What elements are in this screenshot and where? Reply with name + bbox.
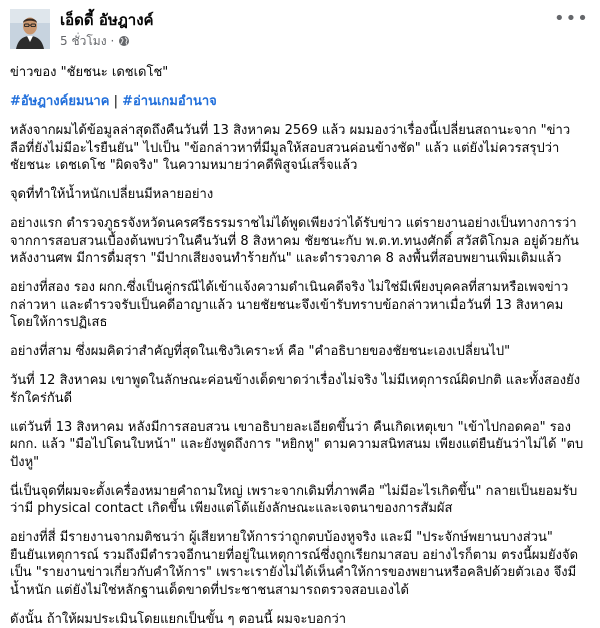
post-paragraph: วันที่ 12 สิงหาคม เขาพูดในลักษณะค่อนข้างเด็ดขาดว่าเรื่องไม่จริง ไม่มีเหตุการณ์ผิดปกติ และทั้งสองยังรักใคร่กันดี [10,372,584,407]
globe-icon[interactable] [118,35,130,47]
hashtag-separator: | [114,94,118,109]
author-name[interactable]: เอ็ดดี้ อัษฎางค์ [60,11,154,30]
post-time-row [60,34,154,48]
separator-dot: · [111,34,115,48]
post-paragraph: อย่างที่สอง รอง ผกก.ซึ่งเป็นคู่กรณีได้เข้าแจ้งความดำเนินคดีจริง ไม่ใช่มีเพียงบุคคลที่สามหรือเพจข่าวกล่าวหา และตำรวจรับเป็นคดีอาญาแล้ว นายชัยชนะจึงเข้ารับทราบข้อกล่าวหาเมื่อวันที่ 13 สิงหาคม โดยให้การปฏิเสธ [10,279,584,332]
post-timestamp[interactable]: 5 ชั่วโมง [60,34,107,48]
post-paragraph: จุดที่ทำให้น้ำหนักเปลี่ยนมีหลายอย่าง [10,186,584,204]
post-header [8,0,592,64]
hashtag-link[interactable]: #อัษฎางค์ยมนาค [10,94,109,109]
author-avatar[interactable] [10,9,50,49]
post-meta [60,11,154,48]
more-options-icon[interactable]: ••• [554,14,576,30]
post-paragraph: อย่างแรก ตำรวจภูธรจังหวัดนครศรีธรรมราชไม่ได้พูดเพียงว่าได้รับข่าว แต่รายงานอย่างเป็นทางการว่า จากการสอบสวนเบื้องต้นพบว่าในคืนวันที่ 8 สิงหาคม ชัยชนะกับ พ.ต.ท.ทนงศักดิ์ สวัสดิโกมล อยู่ด้วยกันหลังงานศพ มีการดื่มสุรา "มีปากเสียงจนทำร้ายกัน" และตำรวจภาค 8 ลงพื้นที่สอบพยานเพิ่มเติมแล้ว [10,215,584,268]
post-paragraph: อย่างที่สาม ซึ่งผมคิดว่าสำคัญที่สุดในเชิงวิเคราะห์ คือ "คำอธิบายของชัยชนะเองเปลี่ยนไป" [10,343,584,361]
hashtag-row [10,93,584,111]
post-paragraph: หลังจากผมได้ข้อมูลล่าสุดถึงคืนวันที่ 13 สิงหาคม 2569 แล้ว ผมมองว่าเรื่องนี้เปลี่ยนสถานะจาก "ข่าวลือที่ยังไม่มีอะไรยืนยัน" ไปเป็น "ข้อกล่าวหาที่มีมูลให้สอบสวนค่อนข้างชัด" แล้ว แต่ยังไม่ควรสรุปว่า ชัยชนะ เดชเดโช "ผิดจริง" ในความหมายว่าคดีพิสูจน์เสร็จแล้ว [10,122,584,175]
hashtag-link[interactable]: #อ่านเกมอำนาจ [122,94,217,109]
avatar-image [10,9,50,49]
post-paragraph: อย่างที่สี่ มีรายงานจากมติชนว่า ผู้เสียหายให้การว่าถูกตบบ้องหูจริง และมี "ประจักษ์พยานบางส่วน" ยืนยันเหตุการณ์ รวมถึงมีตำรวจอีกนายที่อยู่ในเหตุการณ์ซึ่งถูกเรียกมาสอบ อย่างไรก็ตาม ตรงนี้ผมยังจัดเป็น "รายงานข่าวเกี่ยวกับคำให้การ" เพราะเรายังไม่ได้เห็นคำให้การของพยานหรือคลิปด้วยตัวเอง จึงมีน้ำหนัก แต่ยังไม่ใช่หลักฐานเด็ดขาดที่ประชาชนสามารถตรวจสอบเองได้ [10,529,584,599]
post-paragraph: นี่เป็นจุดที่ผมจะตั้งเครื่องหมายคำถามใหญ่ เพราะจากเดิมที่ภาพคือ "ไม่มีอะไรเกิดขึ้น" กลายเป็นยอมรับว่ามี physical contact เกิดขึ้น เพียงแต่โต้แย้งลักษณะและเจตนาของการสัมผัส [10,483,584,518]
post-body [8,64,592,628]
post-paragraph: แต่วันที่ 13 สิงหาคม หลังมีการสอบสวน เขาอธิบายละเอียดขึ้นว่า คืนเกิดเหตุเขา "เข้าไปกอดคอ" รอง ผกก. แล้ว "มือไปโดนใบหน้า" และยังพูดถึงการ "หยิกหู" ตามความสนิทสนม เพียงแต่ยืนยันว่าไม่ได้ "ตบปังหู" [10,419,584,472]
post-paragraph: ดังนั้น ถ้าให้ผมประเมินโดยแยกเป็นขั้น ๆ ตอนนี้ ผมจะบอกว่า [10,611,584,628]
post-intro: ข่าวของ "ชัยชนะ เดชเดโช" [10,64,584,82]
